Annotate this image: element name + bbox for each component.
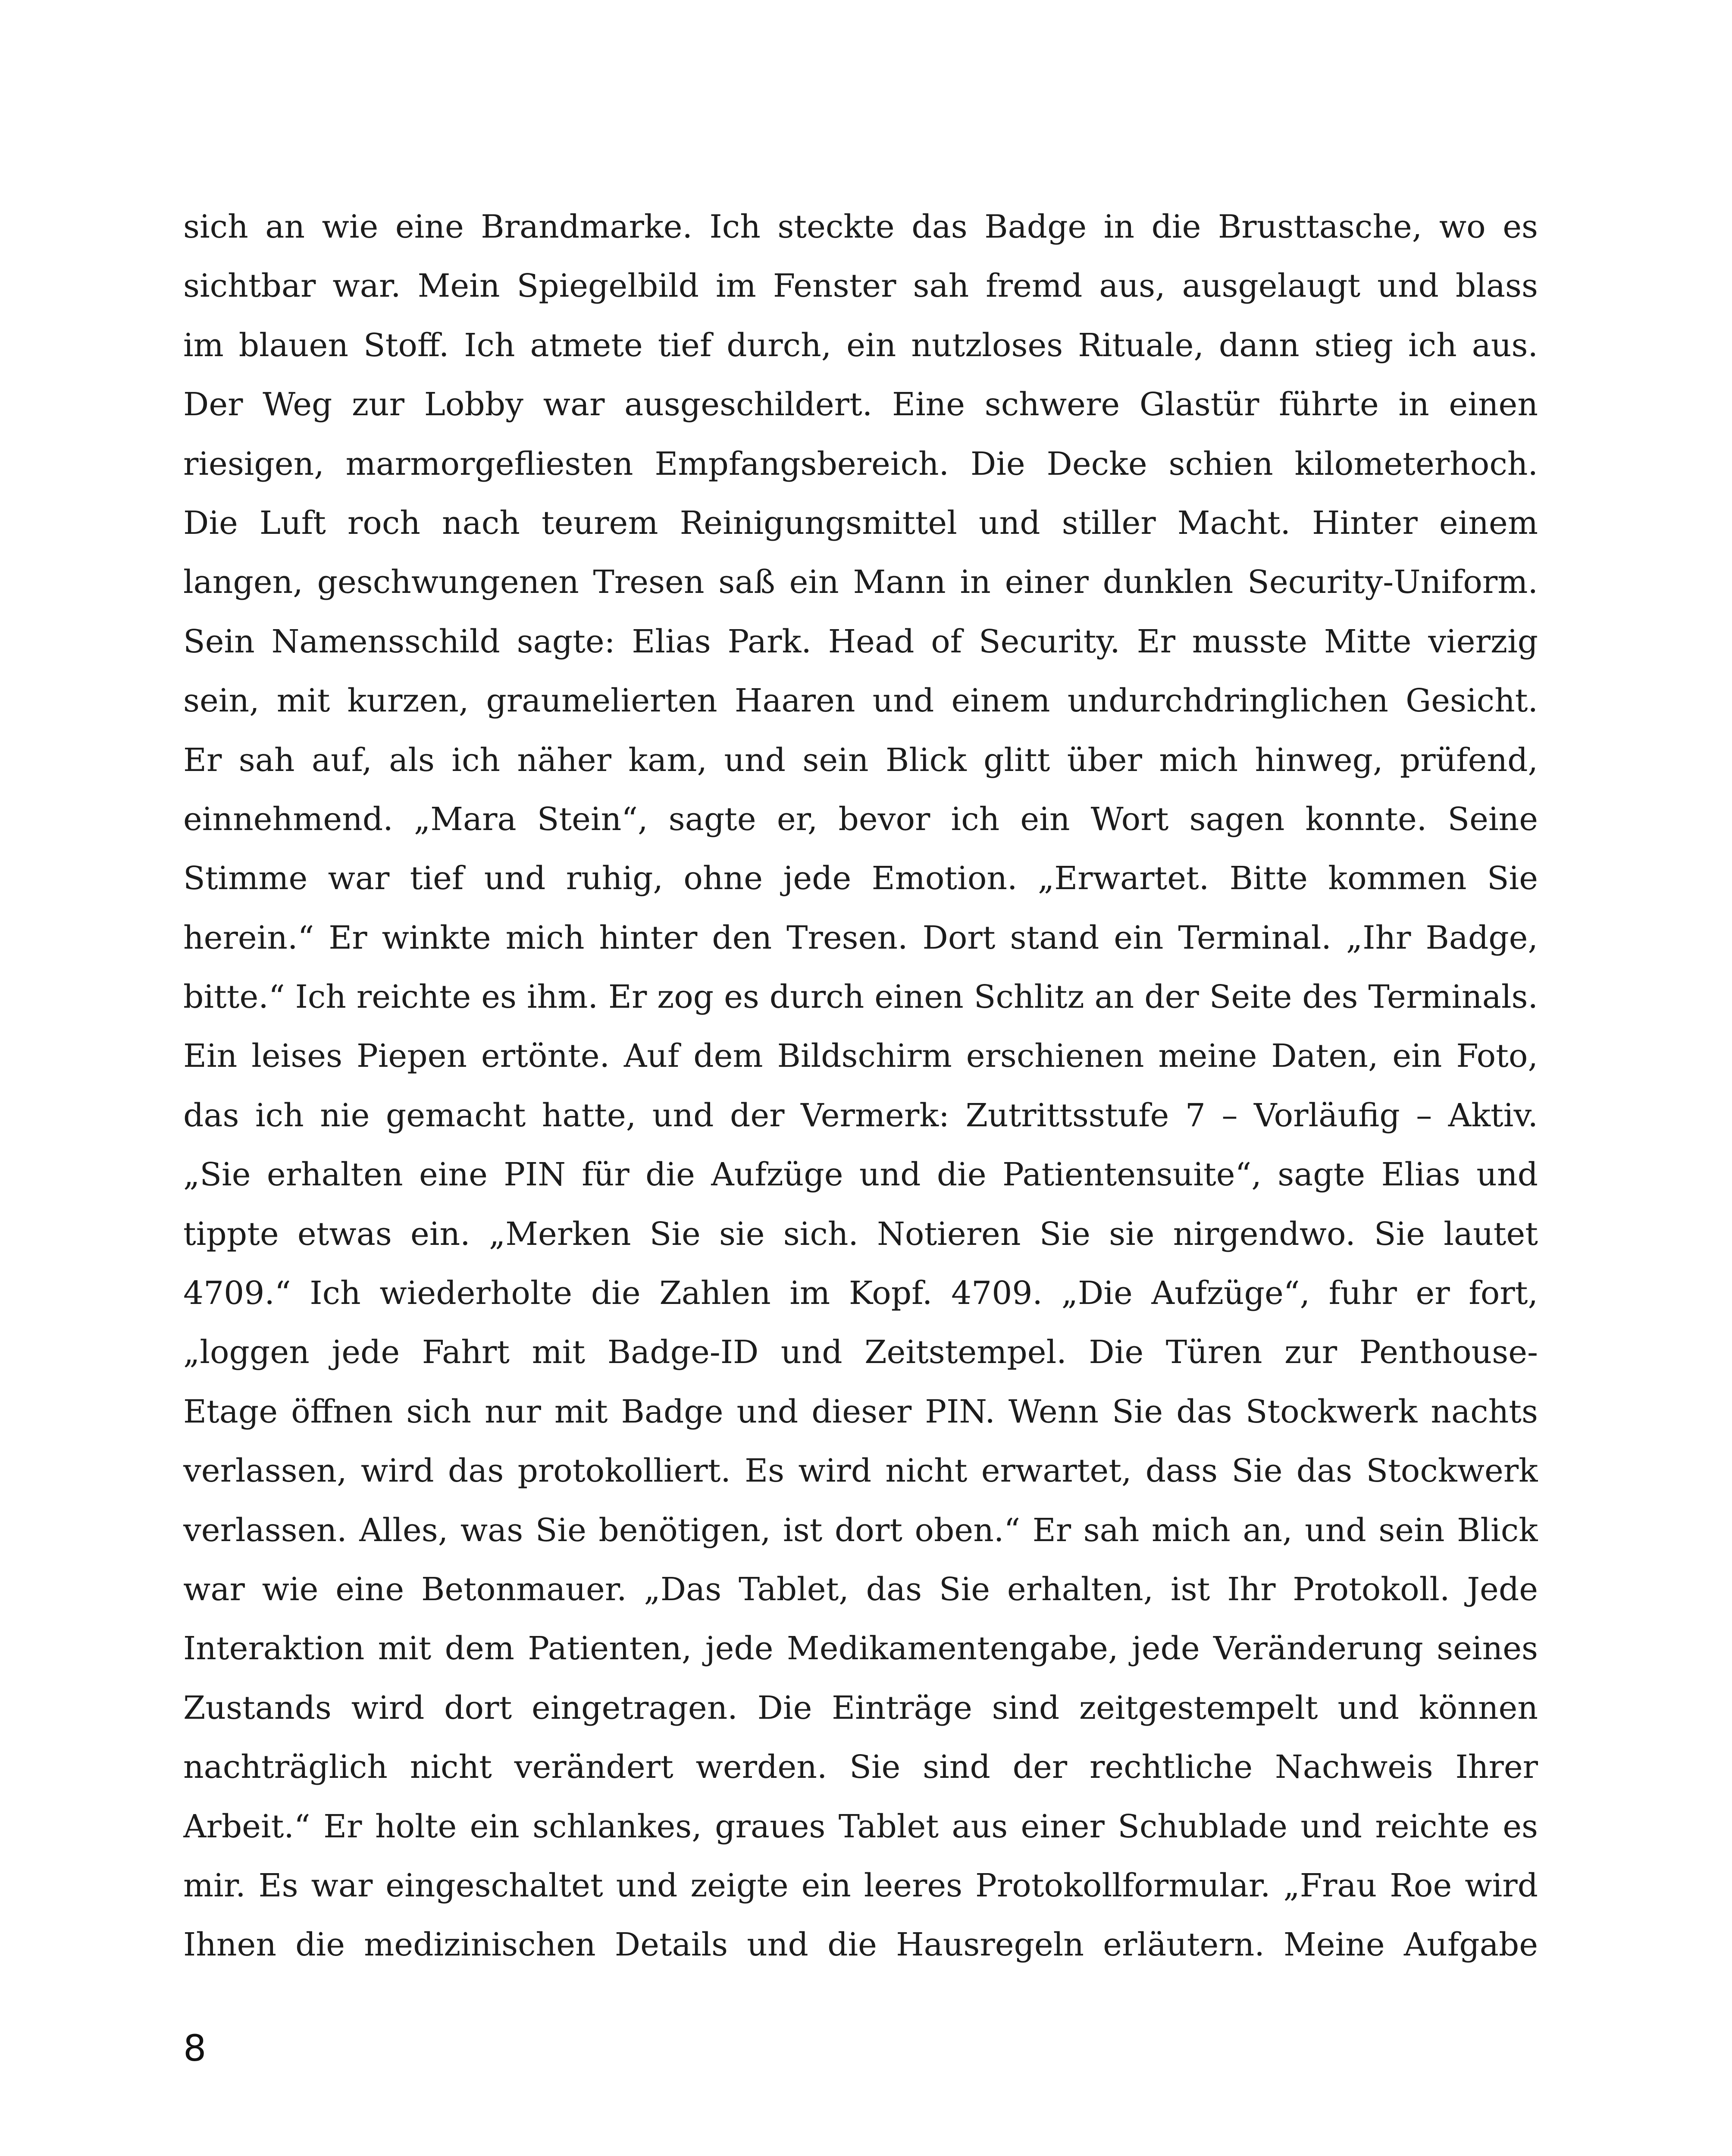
text-line: mir. Es war eingeschaltet und zeigte ein leeres Protokollformular. „Frau Roe wird — [183, 1867, 1538, 1904]
text-line: 4709.“ Ich wiederholte die Zahlen im Kopf. 4709. „Die Aufzüge“, fuhr er fort, — [183, 1275, 1538, 1312]
text-line: Etage öffnen sich nur mit Badge und dieser PIN. Wenn Sie das Stockwerk nachts — [183, 1393, 1538, 1430]
text-line: Ihnen die medizinischen Details und die Hausregeln erläutern. Meine Aufgabe — [183, 1926, 1538, 1964]
text-line: einnehmend. „Mara Stein“, sagte er, bevor ich ein Wort sagen konnte. Seine — [183, 800, 1538, 838]
text-line: verlassen. Alles, was Sie benötigen, ist dort oben.“ Er sah mich an, und sein Blick — [183, 1511, 1538, 1549]
text-line: war wie eine Betonmauer. „Das Tablet, das Sie erhalten, ist Ihr Protokoll. Jede — [183, 1570, 1538, 1608]
text-line: das ich nie gemacht hatte, und der Vermerk: Zutrittsstufe 7 – Vorläufig – Aktiv. — [183, 1097, 1538, 1134]
text-line: „Sie erhalten eine PIN für die Aufzüge und die Patientensuite“, sagte Elias und — [183, 1156, 1538, 1194]
text-line: Ein leises Piepen ertönte. Auf dem Bildschirm erschienen meine Daten, ein Foto, — [183, 1037, 1538, 1075]
text-line: riesigen, marmorgefliesten Empfangsbereich. Die Decke schien kilometerhoch. — [183, 445, 1538, 483]
text-line: Zustands wird dort eingetragen. Die Einträge sind zeitgestempelt und können — [183, 1689, 1538, 1727]
text-line: verlassen, wird das protokolliert. Es wird nicht erwartet, dass Sie das Stockwerk — [183, 1452, 1538, 1490]
text-line: Der Weg zur Lobby war ausgeschildert. Eine schwere Glastür führte in einen — [183, 386, 1538, 423]
text-line: sich an wie eine Brandmarke. Ich steckte das Badge in die Brusttasche, wo es — [183, 208, 1538, 245]
text-line: „loggen jede Fahrt mit Badge-ID und Zeitstempel. Die Türen zur Penthouse- — [183, 1334, 1538, 1371]
text-line: bitte.“ Ich reichte es ihm. Er zog es durch einen Schlitz an der Seite des Terminals. — [183, 978, 1538, 1016]
text-line: tippte etwas ein. „Merken Sie sie sich. Notieren Sie sie nirgendwo. Sie lautet — [183, 1215, 1538, 1253]
text-line: Er sah auf, als ich näher kam, und sein Blick glitt über mich hinweg, prüfend, — [183, 741, 1538, 779]
body-text — [183, 197, 1538, 1975]
text-line: sichtbar war. Mein Spiegelbild im Fenster sah fremd aus, ausgelaugt und blass — [183, 267, 1538, 305]
text-line: Sein Namensschild sagte: Elias Park. Head of Security. Er musste Mitte vierzig — [183, 623, 1538, 660]
text-line: sein, mit kurzen, graumelierten Haaren und einem undurchdringlichen Gesicht. — [183, 682, 1538, 720]
text-line: langen, geschwungenen Tresen saß ein Mann in einer dunklen Security-Uniform. — [183, 564, 1538, 601]
text-line: Interaktion mit dem Patienten, jede Medikamentengabe, jede Veränderung seines — [183, 1630, 1538, 1667]
text-line: Arbeit.“ Er holte ein schlankes, graues Tablet aus einer Schublade und reichte es — [183, 1808, 1538, 1845]
text-line: nachträglich nicht verändert werden. Sie sind der rechtliche Nachweis Ihrer — [183, 1749, 1538, 1786]
text-line: herein.“ Er winkte mich hinter den Tresen. Dort stand ein Terminal. „Ihr Badge, — [183, 919, 1538, 956]
page-number: 8 — [183, 2027, 207, 2069]
text-line: Stimme war tief und ruhig, ohne jede Emotion. „Erwartet. Bitte kommen Sie — [183, 860, 1538, 897]
text-line: im blauen Stoff. Ich atmete tief durch, ein nutzloses Rituale, dann stieg ich aus. — [183, 326, 1538, 364]
text-line: Die Luft roch nach teurem Reinigungsmittel und stiller Macht. Hinter einem — [183, 504, 1538, 542]
